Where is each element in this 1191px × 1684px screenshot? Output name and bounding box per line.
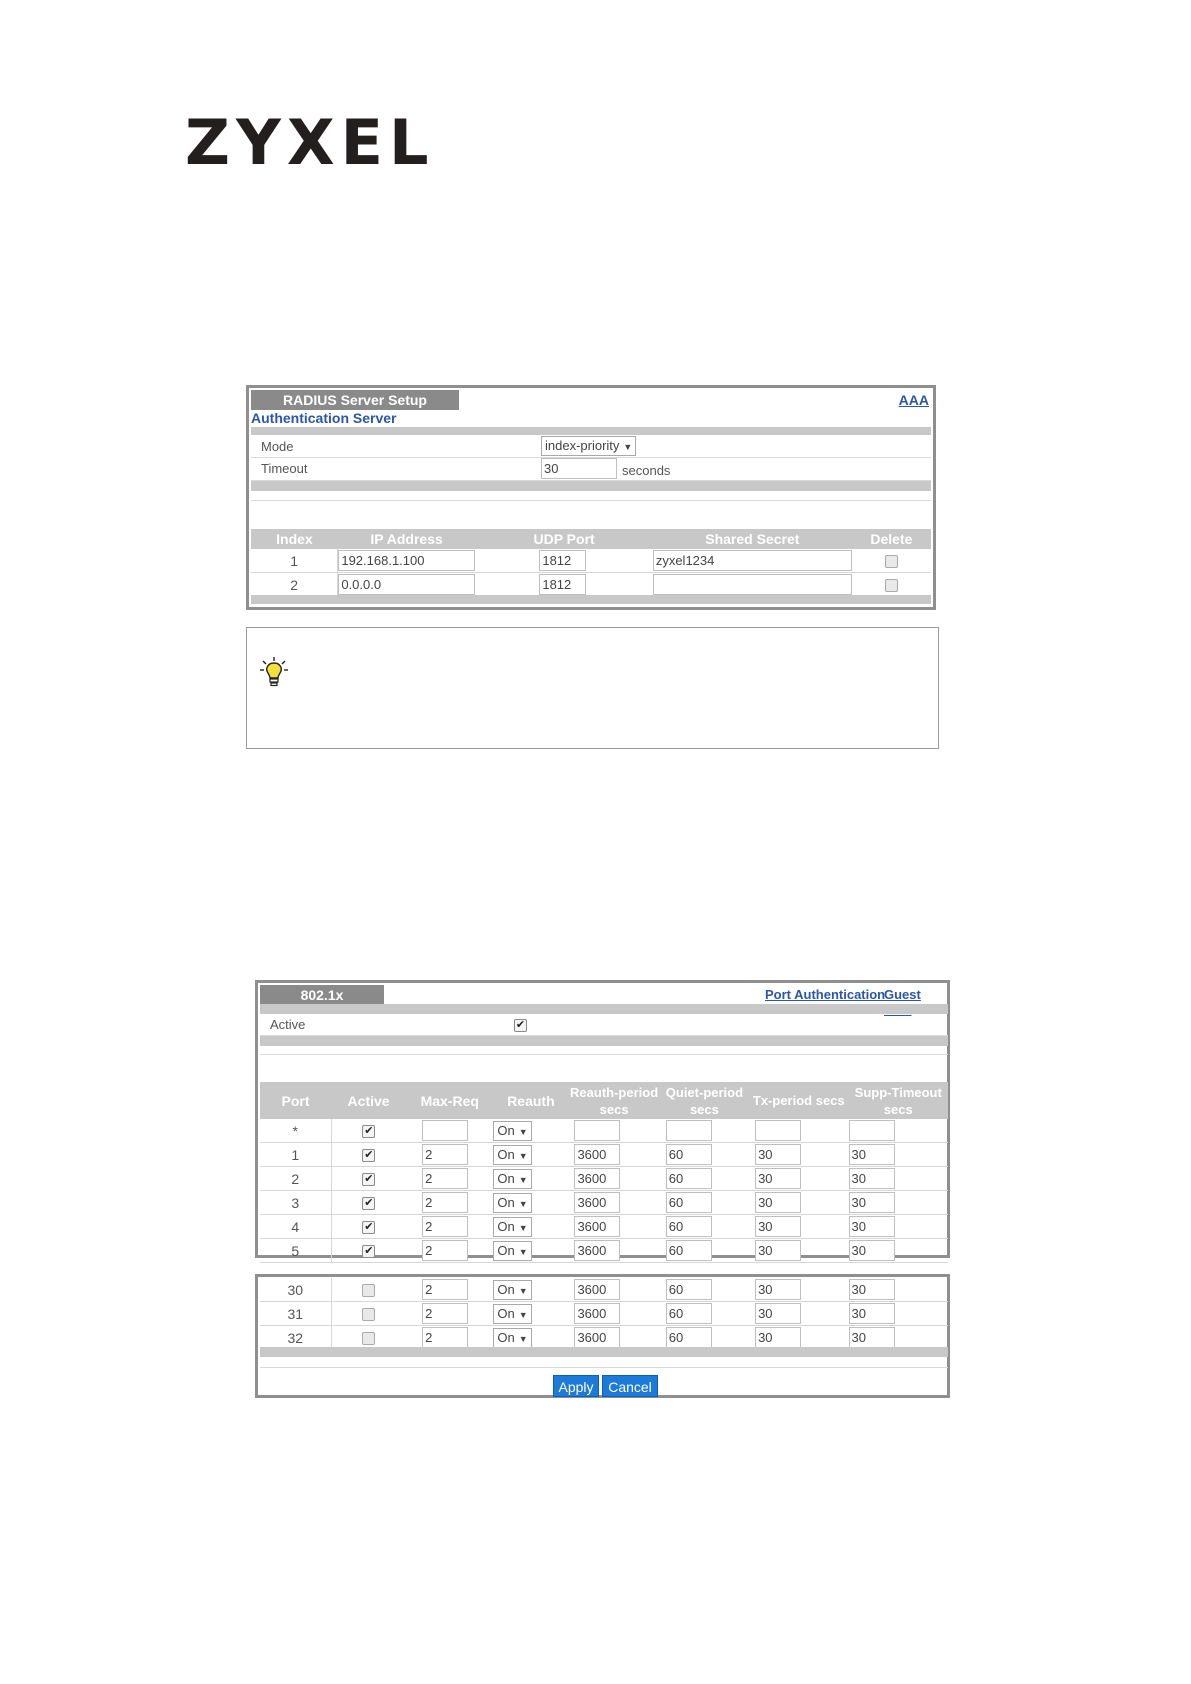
reauth-select[interactable] (493, 1169, 531, 1189)
active-checkbox[interactable]: ✔ (364, 1173, 374, 1186)
dot1x-title: 802.1x (260, 985, 384, 1005)
reauth-select[interactable] (493, 1280, 531, 1300)
supp-timeout-input[interactable]: 30 (849, 1279, 895, 1300)
reauth-value: On (497, 1242, 515, 1258)
section-separator (260, 1004, 948, 1014)
reauth-value: On (497, 1146, 515, 1162)
column-header-reauth-period: Reauth-period secs (568, 1082, 659, 1119)
tx-period-input[interactable]: 30 (755, 1144, 801, 1165)
authentication-server-label: Authentication Server (251, 410, 397, 426)
radius-title: RADIUS Server Setup (251, 390, 459, 410)
tx-period-input[interactable] (755, 1120, 801, 1141)
table-row (260, 1278, 948, 1302)
aaa-link[interactable]: AAA (898, 392, 929, 408)
table-row (260, 1119, 948, 1143)
apply-button[interactable]: Apply (553, 1375, 599, 1397)
active-checkbox[interactable]: ✔ (364, 1221, 374, 1234)
reauth-value: On (497, 1218, 515, 1234)
delete-checkbox[interactable] (885, 579, 898, 592)
chevron-down-icon: ▼ (518, 1174, 528, 1185)
tx-period-input[interactable]: 30 (755, 1327, 801, 1348)
column-header-index: Index (251, 529, 338, 549)
max-req-input[interactable]: 2 (422, 1303, 468, 1324)
table-row (260, 1326, 948, 1350)
column-header-tx-period: Tx-period secs (749, 1082, 848, 1119)
active-checkbox[interactable] (362, 1332, 375, 1345)
port-cell: 2 (260, 1167, 331, 1191)
reauth-select[interactable] (493, 1193, 531, 1213)
active-label: Active (270, 1017, 306, 1032)
section-divider (251, 500, 931, 501)
table-row (260, 1191, 948, 1215)
column-header-port: Port (260, 1082, 331, 1119)
column-header-shared-secret: Shared Secret (653, 529, 852, 549)
active-checkbox[interactable]: ✔ (364, 1125, 374, 1138)
max-req-input[interactable]: 2 (422, 1327, 468, 1348)
table-footer-bar (260, 1347, 948, 1357)
table-header-row (260, 1082, 948, 1119)
table-header-row (251, 529, 931, 549)
delete-checkbox[interactable] (885, 555, 898, 568)
note-box (246, 627, 939, 749)
quiet-period-input[interactable]: 60 (666, 1279, 712, 1300)
guest-vlan-link[interactable]: Guest (884, 987, 921, 1002)
table-row (260, 1215, 948, 1239)
reauth-period-input[interactable]: 3600 (574, 1168, 620, 1189)
section-separator (260, 1036, 948, 1046)
reauth-period-input[interactable]: 3600 (574, 1144, 620, 1165)
chevron-down-icon: ▼ (623, 442, 633, 452)
chevron-down-icon: ▼ (518, 1309, 528, 1320)
supp-timeout-input[interactable]: 30 (849, 1240, 895, 1261)
timeout-input[interactable]: 30 (541, 458, 617, 479)
chevron-down-icon: ▼ (518, 1126, 528, 1137)
quiet-period-input[interactable] (666, 1120, 712, 1141)
port-cell: * (260, 1119, 331, 1143)
max-req-input[interactable]: 2 (422, 1216, 468, 1237)
table-row (251, 549, 931, 573)
tx-period-input[interactable]: 30 (755, 1303, 801, 1324)
reauth-value: On (497, 1281, 515, 1297)
reauth-select[interactable] (493, 1121, 531, 1141)
column-header-quiet-period: Quiet-period secs (660, 1082, 749, 1119)
timeout-unit: seconds (622, 463, 671, 478)
reauth-period-input[interactable]: 3600 (574, 1303, 620, 1324)
port-cell: 30 (260, 1278, 331, 1302)
index-cell: 2 (251, 573, 338, 597)
active-checkbox[interactable] (362, 1284, 375, 1297)
mode-select[interactable] (541, 436, 636, 456)
shared-secret-input[interactable]: zyxel1234 (653, 550, 852, 571)
cancel-button[interactable]: Cancel (602, 1375, 658, 1397)
reauth-select[interactable] (493, 1304, 531, 1324)
supp-timeout-input[interactable]: 30 (849, 1168, 895, 1189)
column-header-udp-port: UDP Port (475, 529, 652, 549)
max-req-input[interactable]: 2 (422, 1240, 468, 1261)
section-separator (251, 481, 931, 491)
active-checkbox[interactable] (362, 1308, 375, 1321)
supp-timeout-input[interactable]: 30 (849, 1327, 895, 1348)
reauth-value: On (497, 1170, 515, 1186)
supp-timeout-input[interactable]: 30 (849, 1216, 895, 1237)
dot1x-port-table-continued (260, 1278, 948, 1350)
table-footer-bar (251, 595, 931, 604)
port-cell: 3 (260, 1191, 331, 1215)
quiet-period-input[interactable]: 60 (666, 1240, 712, 1261)
max-req-input[interactable]: 2 (422, 1192, 468, 1213)
reauth-select[interactable] (493, 1241, 531, 1261)
chevron-down-icon: ▼ (518, 1150, 528, 1161)
zyxel-logo: ZYXEL (185, 106, 435, 179)
supp-timeout-input[interactable]: 30 (849, 1144, 895, 1165)
active-checkbox[interactable]: ✔ (364, 1245, 374, 1258)
chevron-down-icon: ▼ (518, 1285, 528, 1296)
supp-timeout-input[interactable] (849, 1120, 895, 1141)
section-divider (260, 1367, 948, 1368)
section-separator (251, 427, 931, 435)
table-row (251, 573, 931, 597)
quiet-period-input[interactable]: 60 (666, 1144, 712, 1165)
reauth-value: On (497, 1305, 515, 1321)
port-authentication-link[interactable]: Port Authentication (765, 987, 886, 1002)
dot1x-port-table (260, 1082, 948, 1263)
port-cell: 4 (260, 1215, 331, 1239)
max-req-input[interactable]: 2 (422, 1168, 468, 1189)
column-header-ip-address: IP Address (338, 529, 476, 549)
mode-value: index-priority (545, 438, 620, 453)
quiet-period-input[interactable]: 60 (666, 1216, 712, 1237)
reauth-period-input[interactable] (574, 1120, 620, 1141)
max-req-input[interactable] (422, 1120, 468, 1141)
tx-period-input[interactable]: 30 (755, 1279, 801, 1300)
ip-address-input[interactable]: 0.0.0.0 (338, 574, 475, 595)
table-row (260, 1239, 948, 1263)
reauth-select[interactable] (493, 1217, 531, 1237)
active-checkbox[interactable]: ✔ (364, 1197, 374, 1210)
reauth-value: On (497, 1194, 515, 1210)
column-header-reauth: Reauth (493, 1082, 568, 1119)
reauth-period-input[interactable]: 3600 (574, 1192, 620, 1213)
udp-port-input[interactable]: 1812 (539, 574, 586, 595)
lightbulb-icon (259, 656, 289, 688)
max-req-input[interactable]: 2 (422, 1144, 468, 1165)
port-cell: 5 (260, 1239, 331, 1263)
timeout-label: Timeout (261, 461, 308, 476)
tx-period-input[interactable]: 30 (755, 1192, 801, 1213)
column-header-supp-timeout: Supp-Timeout secs (849, 1082, 949, 1119)
table-row (260, 1143, 948, 1167)
udp-port-input[interactable]: 1812 (539, 550, 586, 571)
reauth-select[interactable] (493, 1328, 531, 1348)
quiet-period-input[interactable]: 60 (666, 1303, 712, 1324)
port-cell: 31 (260, 1302, 331, 1326)
shared-secret-input[interactable] (653, 574, 852, 595)
tx-period-input[interactable]: 30 (755, 1240, 801, 1261)
ip-address-input[interactable]: 192.168.1.100 (338, 550, 475, 571)
reauth-value: On (497, 1122, 515, 1138)
reauth-value: On (497, 1329, 515, 1345)
dot1x-panel-continued (255, 1274, 950, 1398)
section-divider (260, 1054, 948, 1055)
reauth-period-input[interactable]: 3600 (574, 1327, 620, 1348)
chevron-down-icon: ▼ (518, 1246, 528, 1257)
column-header-delete: Delete (852, 529, 931, 549)
table-row (260, 1167, 948, 1191)
radius-server-table (251, 529, 931, 597)
radius-server-setup-panel (246, 385, 936, 610)
table-row (260, 1302, 948, 1326)
quiet-period-input[interactable]: 60 (666, 1192, 712, 1213)
tx-period-input[interactable]: 30 (755, 1168, 801, 1189)
tx-period-input[interactable]: 30 (755, 1216, 801, 1237)
supp-timeout-input[interactable]: 30 (849, 1192, 895, 1213)
index-cell: 1 (251, 549, 338, 573)
supp-timeout-input[interactable]: 30 (849, 1303, 895, 1324)
reauth-select[interactable] (493, 1145, 531, 1165)
column-header-max-req: Max-Req (406, 1082, 493, 1119)
active-checkbox[interactable]: ✔ (515, 1019, 526, 1031)
column-header-active: Active (331, 1082, 406, 1119)
active-checkbox[interactable]: ✔ (364, 1149, 374, 1162)
max-req-input[interactable]: 2 (422, 1279, 468, 1300)
port-cell: 32 (260, 1326, 331, 1350)
mode-label: Mode (261, 439, 294, 454)
dot1x-panel (255, 980, 950, 1258)
reauth-period-input[interactable]: 3600 (574, 1279, 620, 1300)
reauth-period-input[interactable]: 3600 (574, 1240, 620, 1261)
reauth-period-input[interactable]: 3600 (574, 1216, 620, 1237)
chevron-down-icon: ▼ (518, 1198, 528, 1209)
port-cell: 1 (260, 1143, 331, 1167)
quiet-period-input[interactable]: 60 (666, 1327, 712, 1348)
chevron-down-icon: ▼ (518, 1333, 528, 1344)
chevron-down-icon: ▼ (518, 1222, 528, 1233)
quiet-period-input[interactable]: 60 (666, 1168, 712, 1189)
